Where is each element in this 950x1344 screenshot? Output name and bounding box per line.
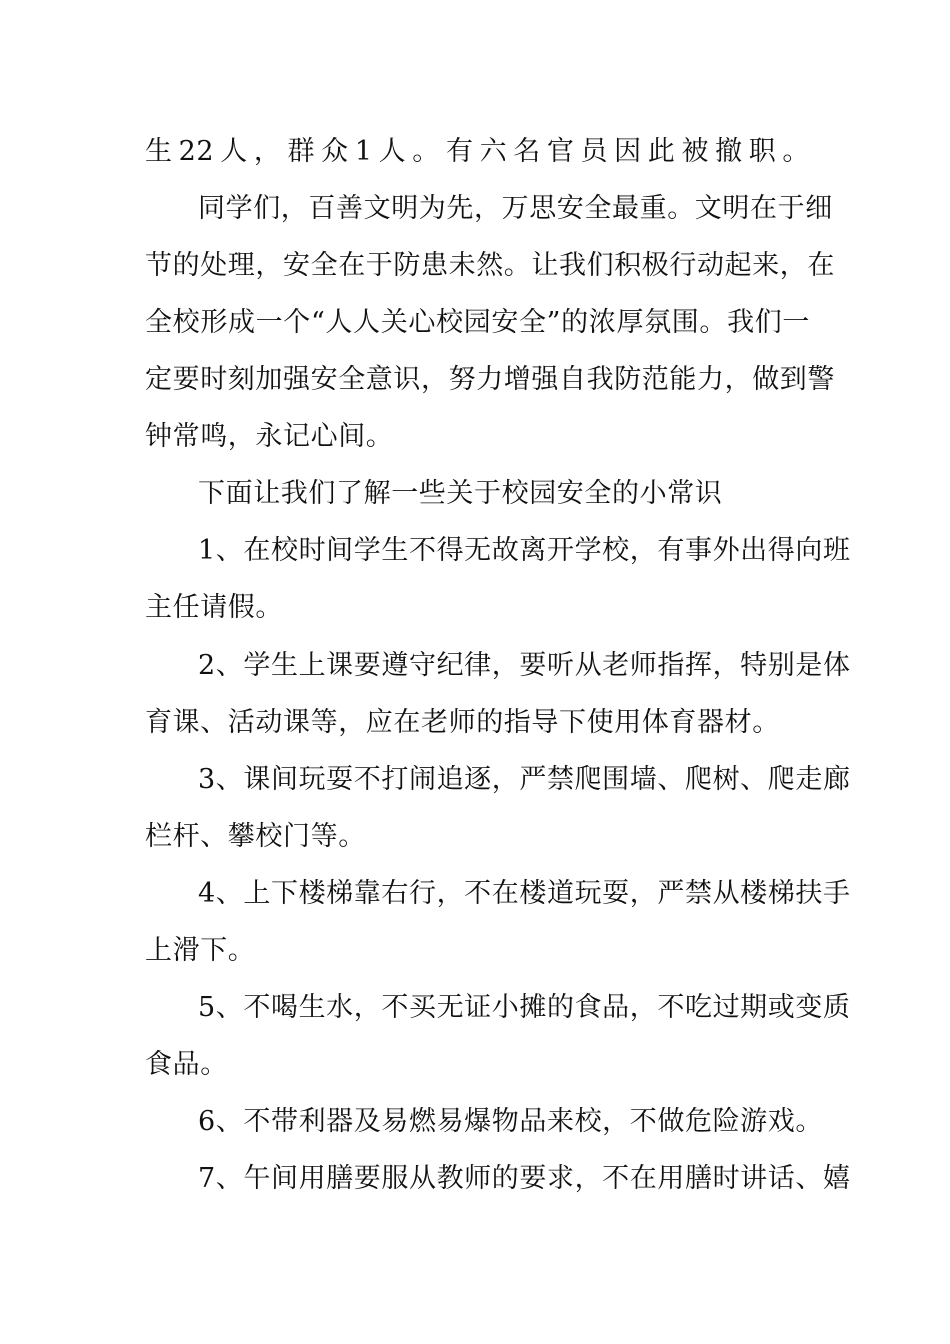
text-line-1: 生22人，群众1人。有六名官员因此被撤职。: [145, 136, 810, 167]
text-line-17: 食品。: [145, 1049, 228, 1080]
text-line-2: 同学们，百善文明为先，万思安全最重。文明在于细: [198, 193, 833, 224]
text-line-4: 全校形成一个“人人关心校园安全”的浓厚氛围。我们一: [145, 307, 810, 338]
text-line-3: 节的处理，安全在于防患未然。让我们积极行动起来，在: [145, 250, 835, 281]
text-line-9: 主任请假。: [145, 592, 283, 623]
text-line-15: 上滑下。: [145, 935, 256, 966]
text-line-18: 6、不带利器及易燃易爆物品来校，不做危险游戏。: [198, 1106, 823, 1137]
text-line-10: 2、学生上课要遵守纪律，要听从老师指挥，特别是体: [198, 650, 851, 681]
text-line-8: 1、在校时间学生不得无故离开学校，有事外出得向班: [198, 535, 851, 566]
text-line-6: 钟常鸣，永记心间。: [145, 421, 394, 452]
text-line-13: 栏杆、攀校门等。: [145, 821, 366, 852]
text-line-19: 7、午间用膳要服从教师的要求，不在用膳时讲话、嬉: [198, 1163, 851, 1194]
text-line-11: 育课、活动课等，应在老师的指导下使用体育器材。: [145, 707, 780, 738]
text-line-5: 定要时刻加强安全意识，努力增强自我防范能力，做到警: [145, 364, 835, 395]
text-line-12: 3、课间玩耍不打闹追逐，严禁爬围墙、爬树、爬走廊: [198, 764, 851, 795]
text-line-16: 5、不喝生水，不买无证小摊的食品，不吃过期或变质: [198, 992, 851, 1023]
text-line-14: 4、上下楼梯靠右行，不在楼道玩耍，严禁从楼梯扶手: [198, 878, 851, 909]
text-line-7: 下面让我们了解一些关于校园安全的小常识: [198, 478, 723, 509]
